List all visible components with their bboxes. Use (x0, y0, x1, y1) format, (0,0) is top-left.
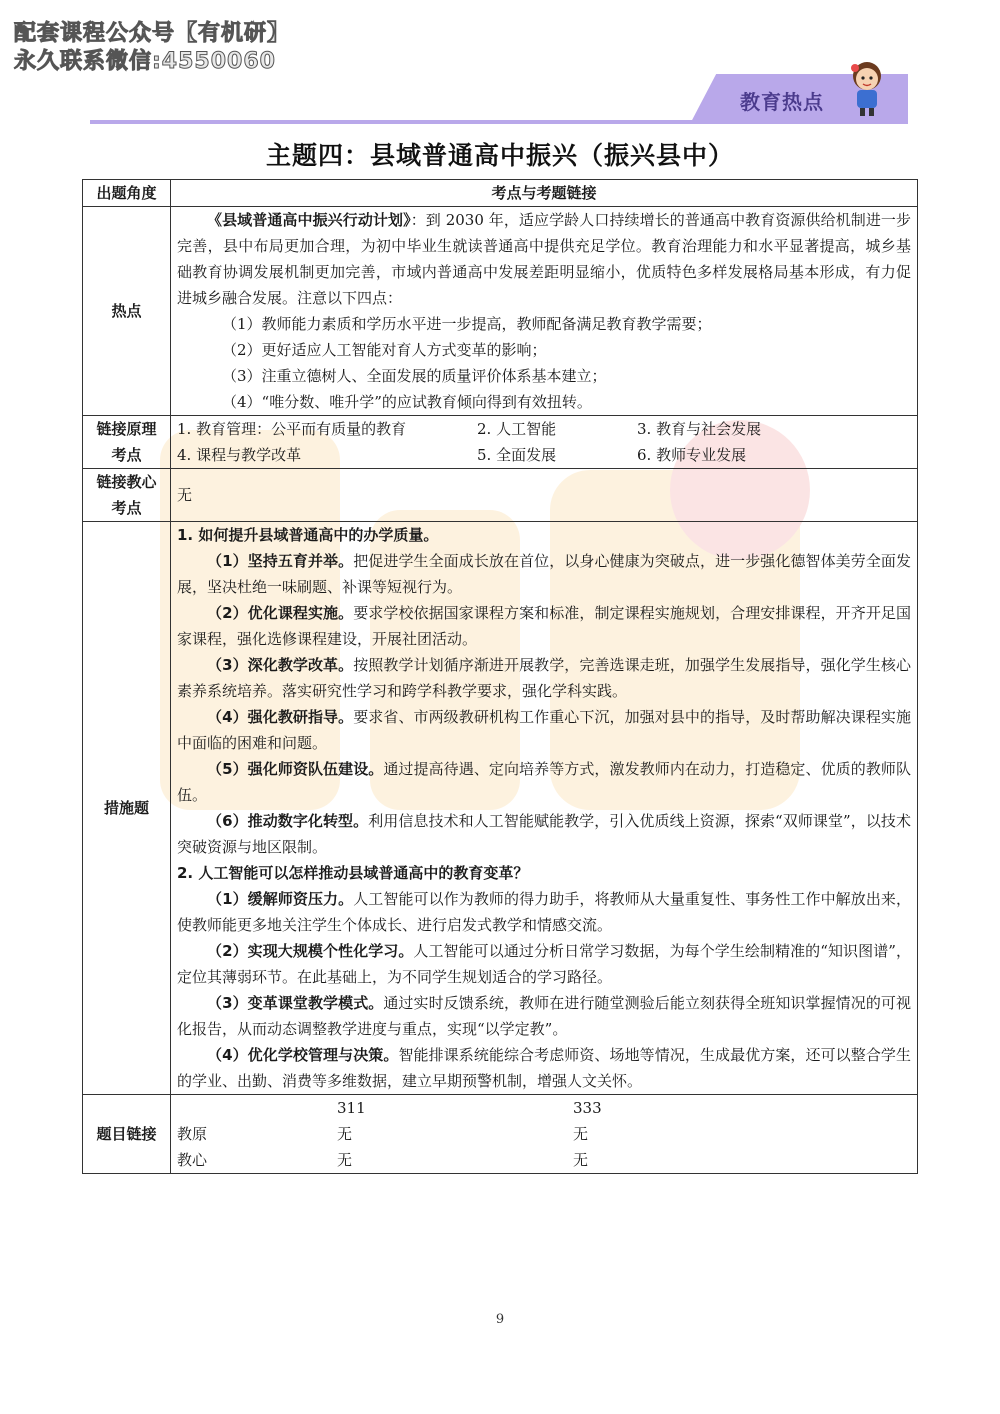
measure-item: （5）强化师资队伍建设。通过提高待遇、定向培养等方式，激发教师内在动力，打造稳定、优质的教师队伍。 (177, 760, 911, 804)
hot-intro-title: 《县域普通高中振兴行动计划》 (207, 211, 411, 229)
measure-item: （2）实现大规模个性化学习。人工智能可以通过分析日常学习数据，为每个学生绘制精准的“知识图谱”，定位其薄弱环节。在此基础上，为不同学生规划适合的学习路径。 (177, 942, 911, 986)
header-rule (90, 120, 908, 124)
links-corner (177, 1095, 337, 1121)
links-grid (177, 1095, 911, 1173)
principle-grid (177, 416, 911, 468)
measure-item: （2）优化课程实施。要求学校依据国家课程方案和标准，制定课程实施规划，合理安排课程，开齐开足国家课程，强化选修课程建设，开展社团活动。 (177, 604, 911, 648)
measure-item: （4）优化学校管理与决策。智能排课系统能综合考虑师资、场地等情况，生成最优方案，还可以整合学生的学业、出勤、消费等多维数据，建立早期预警机制，增强人文关怀。 (177, 1046, 911, 1090)
measure-item: （3）深化教学改革。按照教学计划循序渐进开展教学，完善选课走班，加强学生发展指导，强化学生核心素养系统培养。落实研究性学习和跨学科教学要求，强化学科实践。 (177, 656, 911, 700)
measure-item: （3）变革课堂教学模式。通过实时反馈系统，教师在进行随堂测验后能立刻获得全班知识掌握情况的可视化报告，从而动态调整教学进度与重点，实现“以学定教”。 (177, 994, 911, 1038)
col-header-angle: 出题角度 (83, 180, 171, 207)
psych-value: 无 (171, 469, 918, 522)
principle-item: 1. 教育管理：公平而有质量的教育 (177, 420, 407, 438)
principle-item: 3. 教育与社会发展 (637, 420, 762, 438)
label-hot: 热点 (83, 207, 171, 416)
links-cell: 无 (337, 1151, 353, 1169)
page-number: 9 (495, 1312, 505, 1327)
mascot-icon (842, 58, 892, 118)
hot-point: （4）“唯分数、唯升学”的应试教育倾向得到有效扭转。 (222, 393, 592, 411)
hot-point: （1）教师能力素质和学历水平进一步提高，教师配备满足教育教学需要； (222, 315, 712, 333)
col-header-links: 考点与考题链接 (171, 180, 918, 207)
table-header-row (83, 180, 918, 207)
content-table (82, 179, 918, 1174)
measure-item: （1）坚持五育并举。把促进学生全面成长放在首位，以身心健康为突破点，进一步强化德智体美劳全面发展，坚决杜绝一味刷题、补课等短视行为。 (177, 552, 911, 596)
question-1: 1. 如何提升县域普通高中的办学质量。 (177, 526, 439, 544)
hot-content (171, 207, 918, 416)
principle-item: 2. 人工智能 (477, 420, 557, 438)
row-links (83, 1095, 918, 1174)
label-links: 题目链接 (83, 1095, 171, 1174)
links-col-a: 311 (337, 1099, 366, 1117)
links-cell: 无 (337, 1125, 353, 1143)
links-content (171, 1095, 918, 1174)
watermark-line-1: 配套课程公众号【有机研】 (14, 21, 291, 46)
hot-point: （3）注重立德树人、全面发展的质量评价体系基本建立； (222, 367, 607, 385)
label-principle-line1: 链接原理 (96, 420, 157, 438)
measure-item: （4）强化教研指导。要求省、市两级教研机构工作重心下沉，加强对县中的指导，及时帮助解决课程实施中面临的困难和问题。 (177, 708, 911, 752)
links-cell: 无 (573, 1125, 589, 1143)
principle-item: 5. 全面发展 (477, 446, 557, 464)
row-measures (83, 522, 918, 1095)
principle-item: 4. 课程与教学改革 (177, 446, 302, 464)
label-principle (83, 416, 171, 469)
label-measures: 措施题 (83, 522, 171, 1095)
hot-intro (177, 207, 911, 311)
measures-content (171, 522, 918, 1095)
links-col-b: 333 (573, 1099, 602, 1117)
measure-item: （6）推动数字化转型。利用信息技术和人工智能赋能教学，引入优质线上资源，探索“双师课堂”，以技术突破资源与地区限制。 (177, 812, 911, 856)
watermark-line-2: 永久联系微信:4550060 (14, 49, 276, 74)
hot-point: （2）更好适应人工智能对育人方式变革的影响； (222, 341, 547, 359)
row-psych (83, 469, 918, 522)
corner-watermark (14, 20, 290, 76)
label-psych-line1: 链接教心 (96, 473, 157, 491)
links-row-name: 教原 (177, 1125, 208, 1143)
principle-item: 6. 教师专业发展 (637, 446, 747, 464)
question-2: 2. 人工智能可以怎样推动县域普通高中的教育变革？ (177, 864, 529, 882)
row-principle (83, 416, 918, 469)
principle-content (171, 416, 918, 469)
hot-intro-text: ：到 2030 年，适应学龄人口持续增长的普通高中教育资源供给机制进一步完善，县中布局更加合理，为初中毕业生就读普通高中提供充足学位。教育治理能力和水平显著提高，城乡基础教育协调发展机制更加完善，市域内普通高中发展差距明显缩小，优质特色多样发展格局基本形成，有力促进城乡融合发展。注意以下四点： (177, 211, 911, 307)
measure-item: （1）缓解师资压力。人工智能可以作为教师的得力助手，将教师从大量重复性、事务性工作中解放出来，使教师能更多地关注学生个体成长、进行启发式教学和情感交流。 (177, 890, 911, 934)
links-cell: 无 (573, 1151, 589, 1169)
links-row-name: 教心 (177, 1151, 208, 1169)
row-hot (83, 207, 918, 416)
page-title: 主题四：县域普通高中振兴（振兴县中） (265, 141, 734, 170)
label-psych (83, 469, 171, 522)
label-psych-line2: 考点 (111, 499, 142, 517)
label-principle-line2: 考点 (111, 446, 142, 464)
header-tag: 教育热点 (740, 90, 824, 114)
